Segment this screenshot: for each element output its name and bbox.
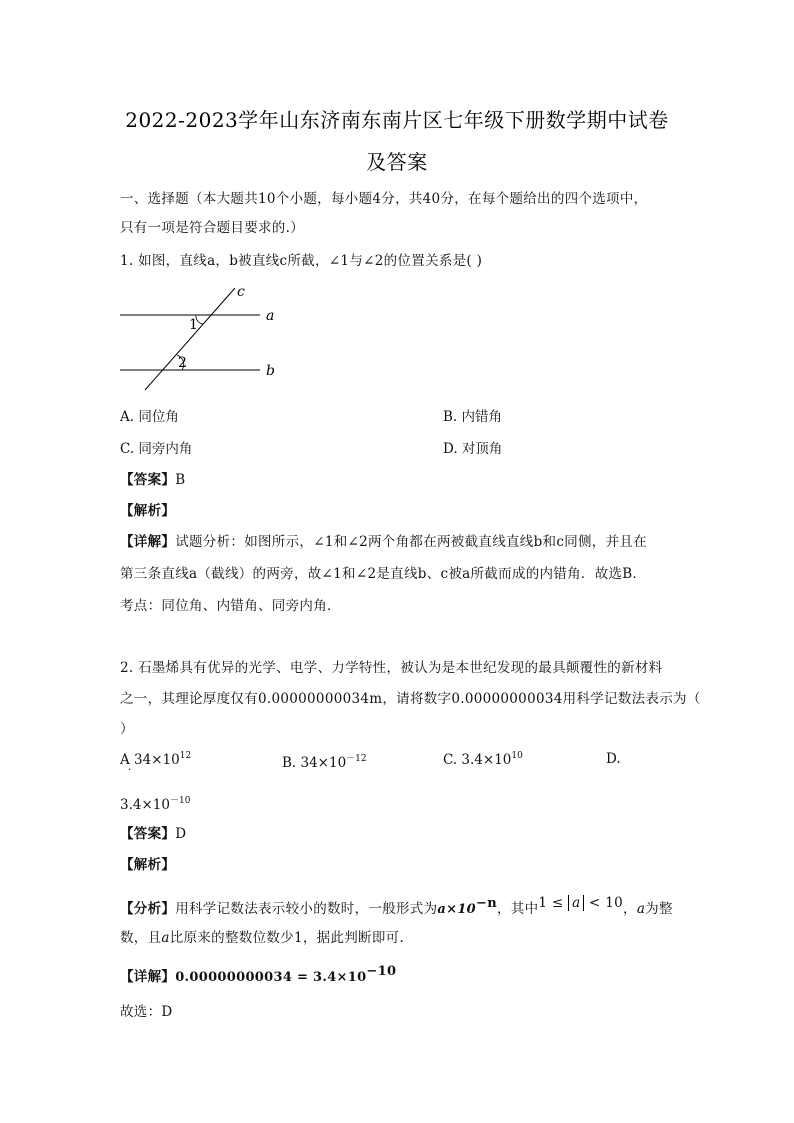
q1-option-b: B. 内错角 <box>443 409 503 425</box>
q2-stem-line3: ） <box>120 721 134 737</box>
q2-fenxi-cond-var: a <box>568 895 584 911</box>
q2-option-d-label: D. <box>606 751 621 767</box>
doc-title-line1: 2022-2023学年山东济南东南片区七年级下册数学期中试卷 <box>125 108 669 132</box>
q1-stem: 1. 如图，直线a，b被直线c所截，∠1与∠2的位置关系是( ) <box>120 253 483 269</box>
q2-fenxi-part2: ，其中 <box>496 901 539 917</box>
q2-option-d-base: 3.4×10 <box>120 797 170 813</box>
q2-choose: 故选：D <box>120 1004 173 1020</box>
q1-option-d: D. 对顶角 <box>443 441 503 457</box>
q2-fenxi-line2-var: a <box>161 930 170 946</box>
section-heading-line1: 一、选择题（本大题共10个小题，每小题4分，共40分，在每个题给出的四个选项中， <box>120 191 648 207</box>
q2-fenxi-line2-part2: 比原来的整数位数少1，据此判断即可. <box>169 930 405 946</box>
q2-option-b-base: B. 34×10 <box>282 755 347 771</box>
q2-fenxi-line2-part1: 数，且 <box>120 930 162 946</box>
q2-fenxi-part3: ， <box>623 901 637 917</box>
q1-detail-line2: 第三条直线a（截线）的两旁，故∠1和∠2是直线b、c被a所截而成的内错角．故选B． <box>120 566 647 582</box>
q1-parallel-lines-figure <box>110 280 290 395</box>
q1-answer-value: B <box>175 472 186 488</box>
q1-analysis-tag: 【解析】 <box>120 503 176 519</box>
q2-fenxi-cond-left: 1 ≤ <box>538 895 569 911</box>
doc-title-line2: 及答案 <box>366 150 428 174</box>
section-heading-line2: 只有一项是符合题目要求的.） <box>120 220 304 236</box>
q1-detail-line3: 考点：同位角、内错角、同旁内角． <box>120 598 341 614</box>
q2-option-b-exp: －12 <box>346 754 367 764</box>
line-c <box>145 288 235 390</box>
q1-option-a: A. 同位角 <box>120 409 179 425</box>
q2-stem-line2: 之一，其理论厚度仅有0.00000000034m，请将数字0.00000000034用科学记数法表示为（ <box>120 691 701 707</box>
q2-fenxi-formula-base: a×10 <box>437 902 477 917</box>
q2-fenxi-line2 <box>120 926 404 946</box>
q2-fenxi-cond-right: < 10 <box>584 895 623 911</box>
q2-fenxi-part4: 为整 <box>645 901 673 917</box>
label-angle-2: 2 <box>178 355 187 371</box>
q1-answer-tag: 【答案】 <box>120 472 176 488</box>
q2-option-d-exp: －10 <box>169 796 191 806</box>
label-b: b <box>266 363 275 379</box>
q2-option-a-exp: 12 <box>179 751 192 761</box>
q1-option-c: C. 同旁内角 <box>120 441 193 457</box>
q1-detail-tag: 【详解】 <box>120 534 176 550</box>
q2-answer-tag: 【答案】 <box>120 826 176 842</box>
q2-option-c-base: C. 3.4×10 <box>443 752 512 768</box>
q2-detail-tag: 【详解】 <box>120 969 176 985</box>
q2-answer <box>120 822 186 842</box>
q2-fenxi-line1 <box>120 896 673 917</box>
q2-fenxi-part1: 用科学记数法表示较小的数时，一般形式为 <box>175 901 438 917</box>
q2-option-d <box>120 793 190 813</box>
label-a: a <box>266 308 275 324</box>
q2-option-a-base: A 34×10 <box>120 752 180 768</box>
q1-detail-line1 <box>120 530 647 550</box>
q2-detail-formula-base: 0.00000000034 = 3.4×10 <box>175 970 367 985</box>
q2-detail-line <box>120 964 396 985</box>
q2-option-a-dot: · <box>128 765 132 776</box>
q2-fenxi-formula-exp: −n <box>476 896 497 911</box>
q2-option-c <box>443 751 523 768</box>
q2-fenxi-var: a <box>636 901 646 917</box>
q2-fenxi-condition <box>538 895 623 911</box>
q2-option-b <box>282 751 367 771</box>
q2-fenxi-tag: 【分析】 <box>120 901 176 917</box>
q2-option-c-exp: 10 <box>511 751 523 761</box>
q2-answer-value: D <box>175 826 187 842</box>
label-angle-1: 1 <box>189 317 198 333</box>
q2-stem-line1: 2. 石墨烯具有优异的光学、电学、力学特性，被认为是本世纪发现的最具颠覆性的新材料 <box>120 660 663 676</box>
q2-detail-formula-exp: −10 <box>366 964 397 979</box>
q1-answer <box>120 468 185 488</box>
label-c: c <box>237 284 245 300</box>
q2-analysis-tag: 【解析】 <box>120 857 176 873</box>
q1-detail-text1: 试题分析：如图所示，∠1和∠2两个角都在两被截直线直线b和c同侧，并且在 <box>175 534 648 550</box>
